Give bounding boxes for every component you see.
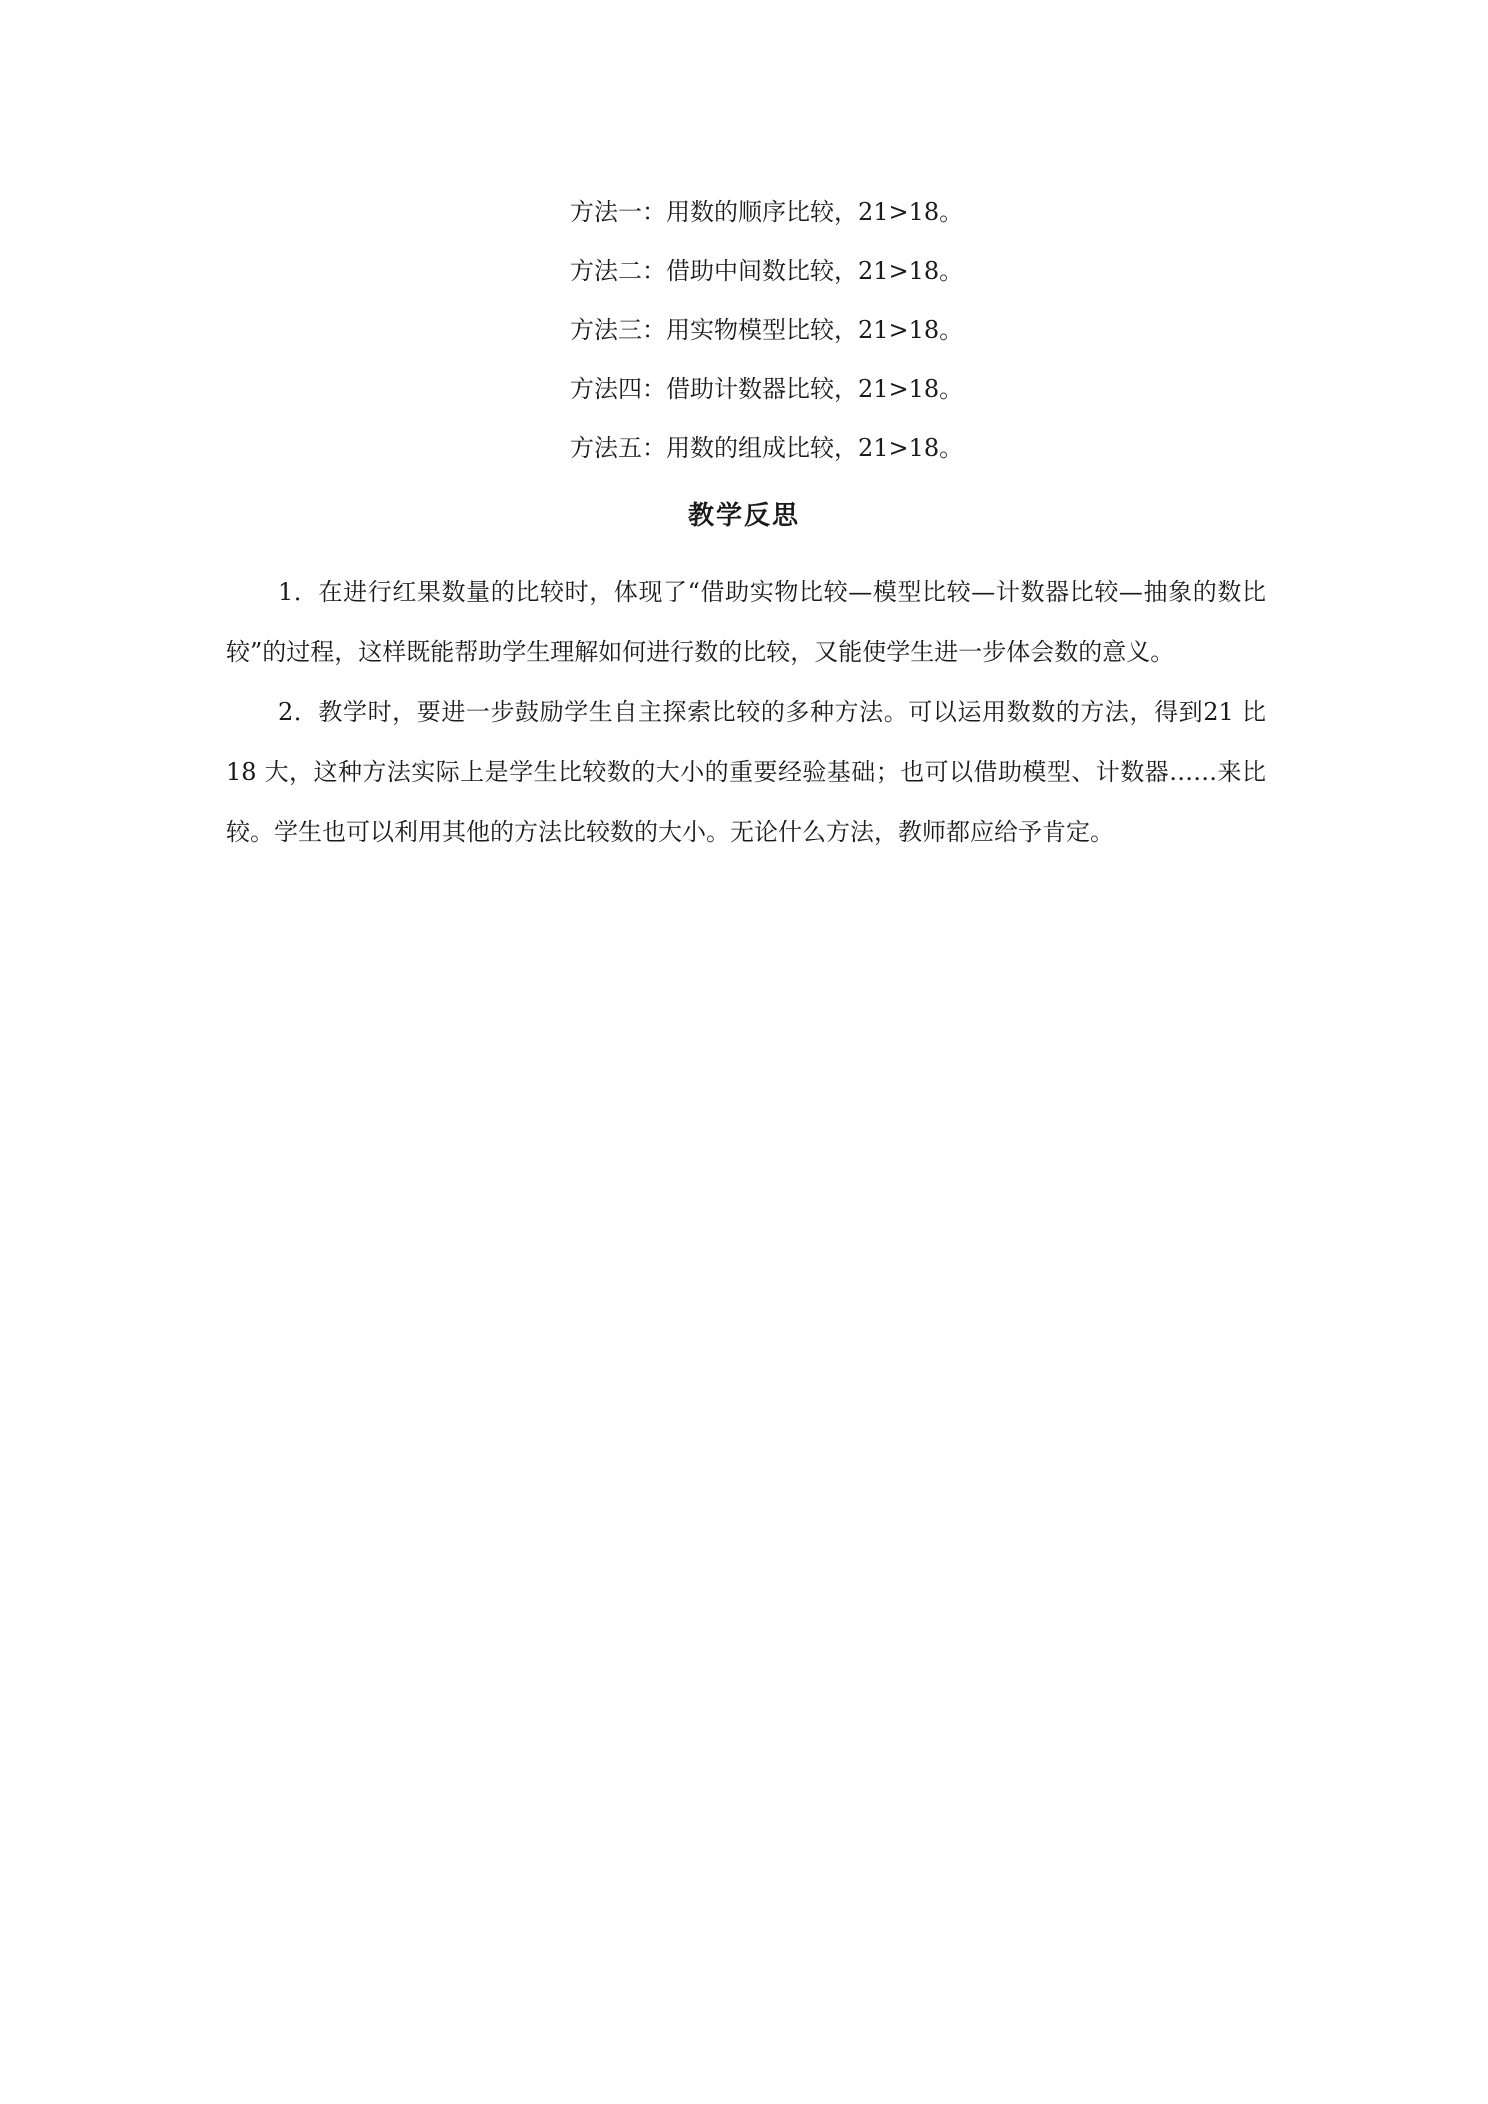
method-line-2: 方法二：借助中间数比较，21>18。 bbox=[570, 257, 964, 285]
reflection-body bbox=[226, 562, 1266, 862]
method-line-1: 方法一：用数的顺序比较，21>18。 bbox=[570, 198, 964, 226]
methods-list bbox=[0, 192, 1488, 487]
method-line-4: 方法四：借助计数器比较，21>18。 bbox=[570, 375, 964, 403]
reflection-paragraph-1: 1．在进行红果数量的比较时，体现了“借助实物比较—模型比较—计数器比较—抽象的数比较”的过程，这样既能帮助学生理解如何进行数的比较，又能使学生进一步体会数的意义。 bbox=[226, 578, 1266, 666]
method-line-5: 方法五：用数的组成比较，21>18。 bbox=[570, 434, 964, 462]
reflection-paragraph-2: 2．教学时，要进一步鼓励学生自主探索比较的多种方法。可以运用数数的方法，得到21 比 18 大，这种方法实际上是学生比较数的大小的重要经验基础；也可以借助模型、计数器……来比较。学生也可以利用其他的方法比较数的大小。无论什么方法，教师都应给予肯定。 bbox=[226, 698, 1266, 846]
section-title: 教学反思 bbox=[687, 501, 800, 531]
method-line-3: 方法三：用实物模型比较，21>18。 bbox=[570, 316, 964, 344]
